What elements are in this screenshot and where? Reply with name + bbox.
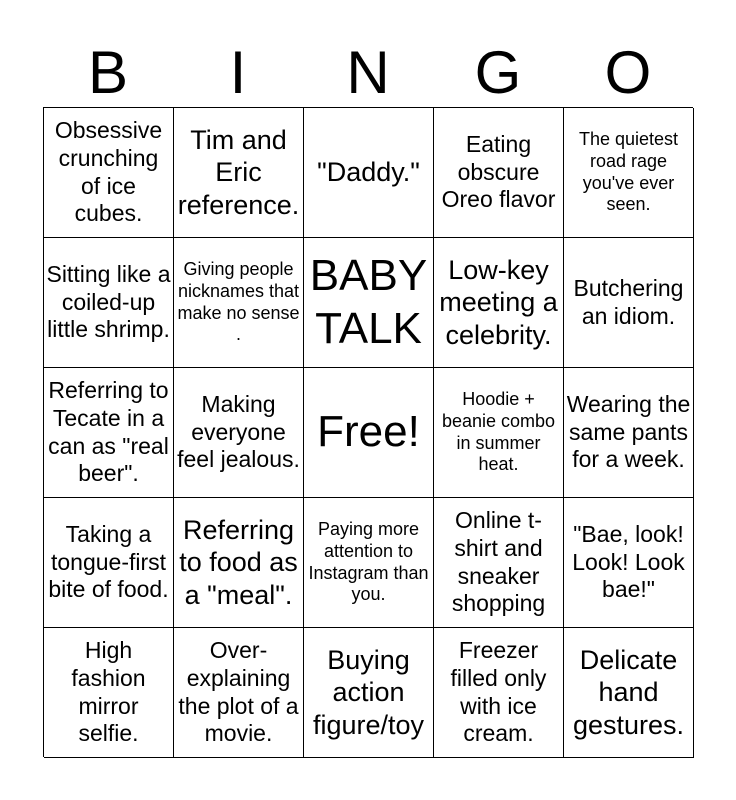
cell-text: Sitting like a coiled-up little shrimp. xyxy=(46,261,171,343)
header-letter-i: I xyxy=(229,39,247,106)
bingo-cell[interactable] xyxy=(174,238,304,368)
cell-text: Eating obscure Oreo flavor xyxy=(441,131,556,213)
cell-text: The quietest road rage you've ever seen. xyxy=(578,129,679,215)
cell-text: Hoodie + beanie combo in summer heat. xyxy=(441,389,556,475)
free-space-cell[interactable] xyxy=(304,368,434,498)
cell-text: "Bae, look! Look! Look bae!" xyxy=(572,521,685,603)
cell-text: Low-key meeting a celebrity. xyxy=(439,254,558,350)
bingo-cell[interactable] xyxy=(564,498,694,628)
bingo-cell[interactable] xyxy=(304,498,434,628)
cell-text: Wearing the same pants for a week. xyxy=(566,391,691,473)
cell-text: Obsessive crunching of ice cubes. xyxy=(54,117,163,227)
cell-text: Taking a tongue-first bite of food. xyxy=(48,521,169,603)
bingo-cell[interactable] xyxy=(434,238,564,368)
cell-text: Free! xyxy=(317,407,420,457)
header-letter-b: B xyxy=(87,39,129,106)
bingo-cell[interactable] xyxy=(434,498,564,628)
cell-text: "Daddy." xyxy=(317,157,420,188)
bingo-cell[interactable] xyxy=(434,108,564,238)
cell-text: Tim and Eric reference. xyxy=(177,124,300,220)
cell-text: BABY TALK xyxy=(309,250,428,353)
bingo-board xyxy=(43,107,693,757)
cell-text: Freezer filled only with ice cream. xyxy=(450,637,547,747)
bingo-cell[interactable] xyxy=(44,238,174,368)
bingo-cell[interactable] xyxy=(44,498,174,628)
bingo-cell[interactable] xyxy=(174,498,304,628)
cell-text: Buying action figure/toy xyxy=(312,644,425,740)
bingo-cell[interactable] xyxy=(434,368,564,498)
bingo-cell[interactable] xyxy=(44,368,174,498)
bingo-cell[interactable] xyxy=(44,628,174,758)
cell-text: Delicate hand gestures. xyxy=(572,644,685,740)
cell-text: High fashion mirror selfie. xyxy=(71,637,146,747)
bingo-cell[interactable] xyxy=(564,628,694,758)
header-letter-o: O xyxy=(604,39,652,106)
bingo-cell[interactable] xyxy=(174,628,304,758)
cell-text: Giving people nicknames that make no sense . xyxy=(177,259,300,345)
cell-text: Referring to Tecate in a can as "real beer". xyxy=(48,377,169,487)
cell-text: Paying more attention to Instagram than you. xyxy=(308,519,429,605)
bingo-header xyxy=(43,38,693,108)
bingo-cell[interactable] xyxy=(304,108,434,238)
cell-text: Online t-shirt and sneaker shopping xyxy=(451,507,546,617)
bingo-cell[interactable] xyxy=(304,238,434,368)
bingo-cell[interactable] xyxy=(174,108,304,238)
header-letter-n: N xyxy=(346,39,390,106)
bingo-cell[interactable] xyxy=(564,368,694,498)
cell-text: Butchering an idiom. xyxy=(573,274,684,329)
cell-text: Over-explaining the plot of a movie. xyxy=(178,637,299,747)
bingo-cell[interactable] xyxy=(44,108,174,238)
bingo-cell[interactable] xyxy=(174,368,304,498)
header-letter-g: G xyxy=(474,39,522,106)
bingo-cell[interactable] xyxy=(564,238,694,368)
bingo-cell[interactable] xyxy=(304,628,434,758)
cell-text: Making everyone feel jealous. xyxy=(177,391,300,473)
bingo-cell[interactable] xyxy=(564,108,694,238)
bingo-cell[interactable] xyxy=(434,628,564,758)
cell-text: Referring to food as a "meal". xyxy=(179,514,298,610)
